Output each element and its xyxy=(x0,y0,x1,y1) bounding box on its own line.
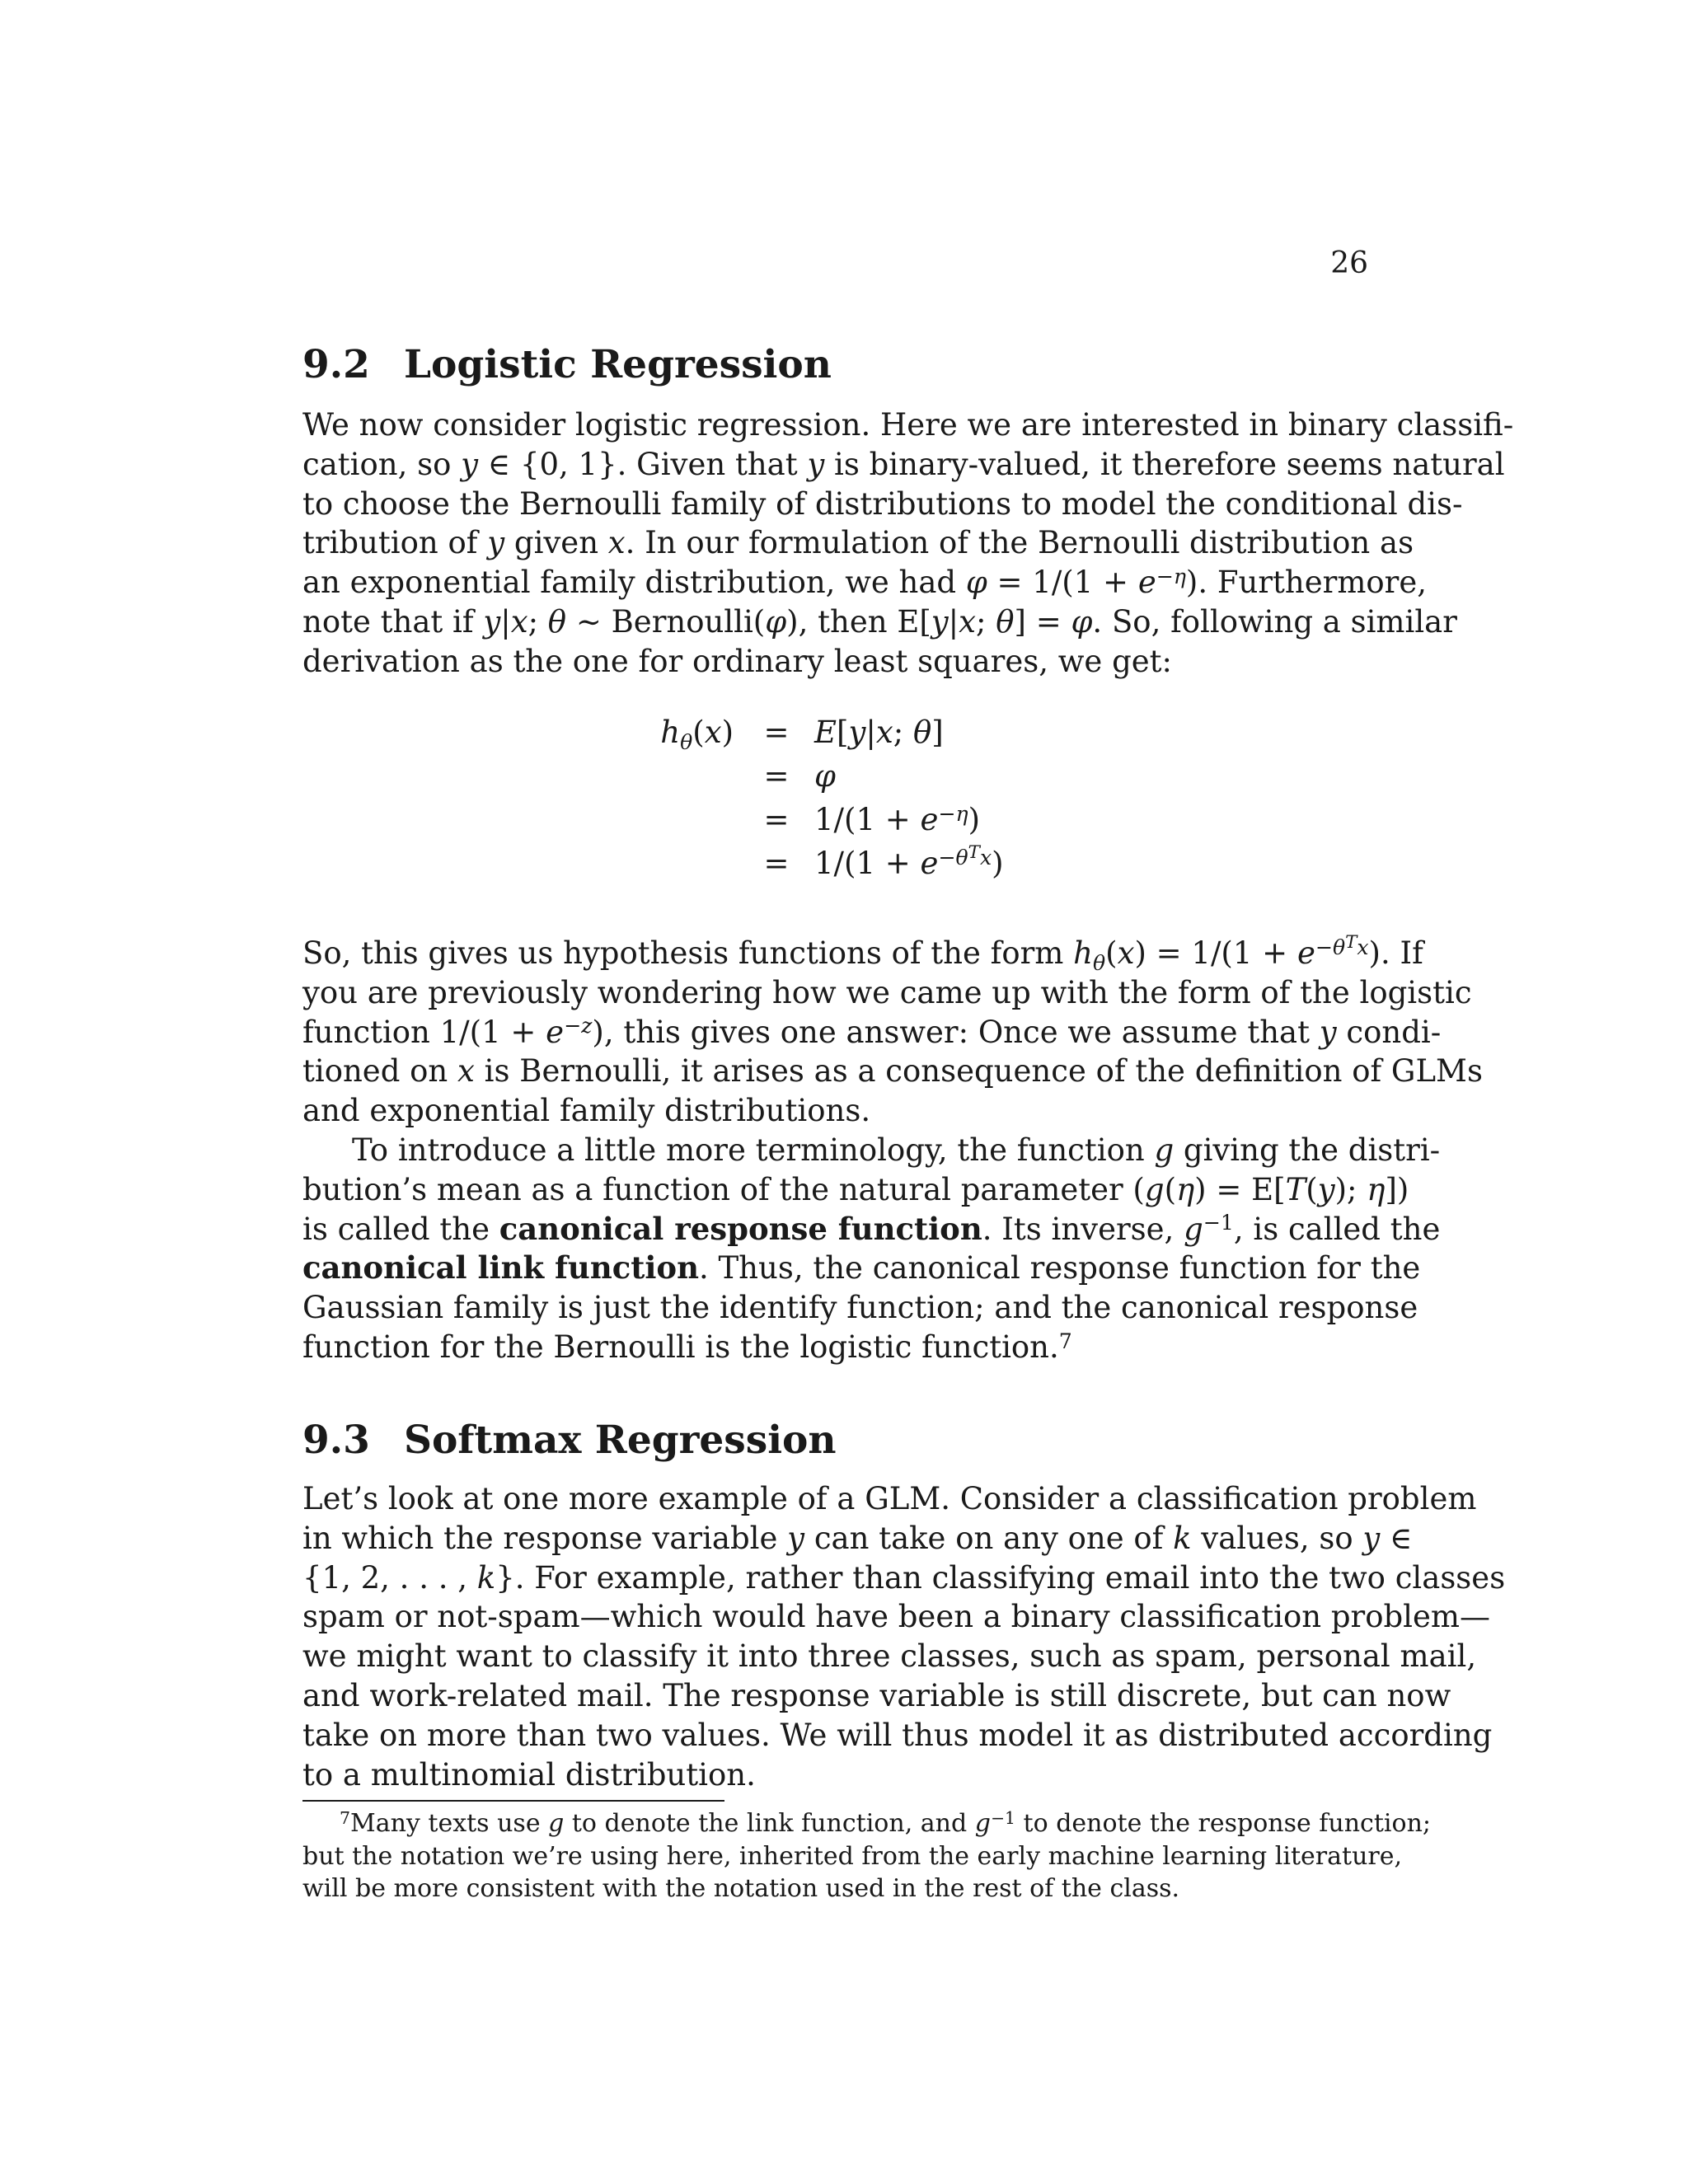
section-number: 9.3 xyxy=(302,1418,370,1463)
paragraph-logistic-conclusion xyxy=(302,932,1483,1367)
term-canonical-link-function: canonical link function xyxy=(302,1249,699,1286)
footnote-rule xyxy=(302,1800,724,1802)
footnote-number: 7 xyxy=(340,1807,350,1828)
text-line: tribution of y given x. In our formulation of the Bernoulli distribution as xyxy=(302,525,1414,561)
text-line: To introduce a little more terminology, the function g giving the distri- xyxy=(352,1132,1441,1168)
text-line: We now consider logistic regression. Here we are interested in binary classifi- xyxy=(302,407,1514,443)
text-line: bution’s mean as a function of the natural parameter (g(η) = E[T(y); η]) xyxy=(302,1171,1409,1207)
section-title: Softmax Regression xyxy=(404,1418,837,1463)
text-line: tioned on x is Bernoulli, it arises as a consequence of the definition of GLMs xyxy=(302,1053,1483,1090)
equation-lhs: $h_\theta(x)$ xyxy=(660,715,734,754)
text-line: {1, 2, . . . , k}. For example, rather than classifying email into the two classes xyxy=(302,1559,1506,1596)
text-line: canonical link function. Thus, the canonical response function for the xyxy=(302,1249,1421,1286)
text-line: Gaussian family is just the identify function; and the canonical response xyxy=(302,1290,1418,1326)
section-heading-9-2 xyxy=(302,342,1374,388)
section-heading-9-3 xyxy=(302,1418,1374,1464)
text-line: derivation as the one for ordinary least squares, we get: xyxy=(302,643,1173,679)
footnote xyxy=(302,1807,1431,1905)
term-canonical-response-function: canonical response function xyxy=(499,1210,982,1247)
text-line: in which the response variable y can take on any one of k values, so y ∈ xyxy=(302,1520,1413,1556)
text-line: we might want to classify it into three classes, such as spam, personal mail, xyxy=(302,1638,1477,1675)
text-line: So, this gives us hypothesis functions of the form $h_\theta(x) = 1/(1 + e^{-\theta^Tx})$. If xyxy=(302,932,1423,975)
text-line: cation, so y ∈ {0, 1}. Given that y is binary-valued, it therefore seems natural xyxy=(302,446,1505,482)
equation-rhs: φ xyxy=(814,758,836,794)
footnote-line: will be more consistent with the notation used in the rest of the class. xyxy=(302,1874,1180,1903)
equation-rhs: $1/(1 + e^{-\eta})$ xyxy=(814,801,981,837)
footnote-line: $^7$Many texts use g to denote the link function, and $g^{-1}$ to denote the response function; xyxy=(340,1807,1431,1838)
footnote-line: but the notation we’re using here, inherited from the early machine learning literature, xyxy=(302,1841,1403,1871)
text-line: function $1/(1 + e^{-z})$, this gives one answer: Once we assume that y condi- xyxy=(302,1014,1442,1050)
text-line: to choose the Bernoulli family of distributions to model the conditional dis- xyxy=(302,485,1463,522)
equation-rhs: E[y|x; θ] xyxy=(814,715,944,750)
text-line: and work-related mail. The response variable is still discrete, but can now xyxy=(302,1677,1451,1713)
page-number: 26 xyxy=(1330,246,1368,280)
text-line: you are previously wondering how we came up with the form of the logistic xyxy=(302,974,1472,1010)
paragraph-logistic-intro xyxy=(302,405,1514,682)
text-line: to a multinomial distribution. xyxy=(302,1756,756,1793)
equals-sign: = xyxy=(763,846,790,881)
paragraph-softmax-intro xyxy=(302,1479,1506,1794)
equation-rhs: $1/(1 + e^{-\theta^Tx})$ xyxy=(814,842,1004,881)
text-line: an exponential family distribution, we had $\varphi = 1/(1 + e^{-\eta})$. Furthermore, xyxy=(302,564,1428,601)
equals-sign: = xyxy=(763,802,790,837)
text-line: Let’s look at one more example of a GLM. Consider a classification problem xyxy=(302,1481,1477,1516)
text-line: note that if y|x; θ ∼ Bernoulli(φ), then E[y|x; θ] = φ. So, following a similar xyxy=(302,603,1457,640)
footnote-marker: 7 xyxy=(1058,1329,1072,1353)
equals-sign: = xyxy=(763,715,790,750)
text-line: is called the canonical response function. Its inverse, $g^{-1}$, is called the xyxy=(302,1210,1441,1247)
text-line: spam or not-spam—which would have been a binary classification problem— xyxy=(302,1599,1490,1635)
text-line: function for the Bernoulli is the logistic function.$^7$ xyxy=(302,1329,1072,1365)
text-line: take on more than two values. We will thus model it as distributed according xyxy=(302,1717,1493,1753)
section-title: Logistic Regression xyxy=(404,342,832,387)
section-number: 9.2 xyxy=(302,342,370,387)
equals-sign: = xyxy=(763,758,790,794)
text-line: and exponential family distributions. xyxy=(302,1093,871,1129)
